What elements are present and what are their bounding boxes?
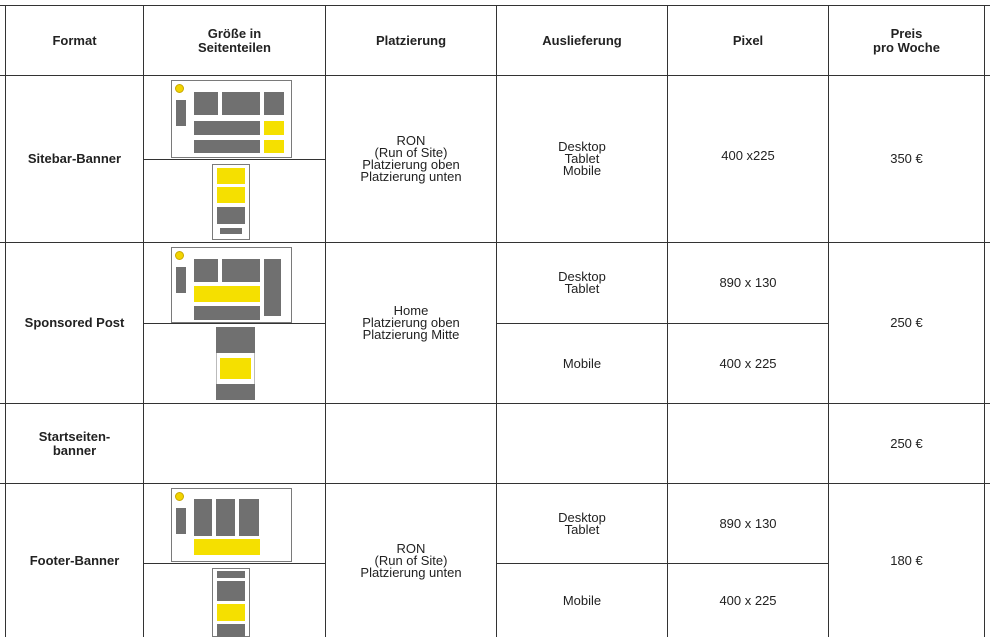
platzierung-line: (Run of Site) (374, 145, 448, 160)
grid-line (143, 323, 325, 324)
platzierung-line: Platzierung oben (362, 157, 460, 172)
format-label: Sponsored Post (24, 315, 125, 330)
platzierung-line: Platzierung unten (360, 564, 462, 580)
row-sponsored-platzierung (326, 243, 496, 403)
mockup-block (217, 624, 245, 637)
sponsored-desktop-mockup (171, 247, 292, 323)
ad-slot (264, 121, 284, 135)
footer-desktop-mockup (171, 488, 292, 562)
mockup-block (194, 121, 260, 135)
row-startseiten-format (6, 404, 143, 483)
mockup-block (194, 140, 260, 153)
row-sitebar-platzierung (326, 76, 496, 242)
auslieferung-line: Desktop (558, 269, 606, 284)
header-format-label: Format (52, 32, 97, 48)
footer-mobile-mockup (212, 568, 250, 637)
row-sponsored-pixel-desktop (668, 243, 828, 323)
row-footer-pixel-mobile (668, 564, 828, 637)
mockup-block (217, 571, 245, 578)
pixel-value: 400 x 225 (719, 592, 777, 608)
brand-logo-icon (175, 84, 184, 93)
pixel-value: 890 x 130 (719, 275, 777, 290)
row-footer-preis (829, 484, 984, 637)
brand-logo-icon (175, 251, 184, 260)
mockup-block (264, 92, 284, 115)
grid-line (143, 563, 325, 564)
mockup-block (222, 259, 260, 282)
mockup-block (264, 259, 281, 316)
format-label: Sitebar-Banner (27, 151, 122, 166)
mockup-block (216, 327, 255, 353)
preis-value: 350 € (890, 151, 923, 166)
pixel-value: 890 x 130 (719, 515, 777, 531)
row-sponsored-pixel-mobile (668, 324, 828, 403)
row-sitebar-preis (829, 76, 984, 242)
brand-logo-icon (175, 492, 184, 501)
mockup-block (216, 499, 235, 536)
preis-value: 250 € (890, 315, 923, 330)
ad-slot (194, 539, 260, 555)
mockup-block (217, 581, 245, 601)
sponsored-mobile-mockup (216, 327, 255, 400)
format-label-line2: banner (52, 442, 97, 458)
preis-value: 180 € (890, 552, 923, 568)
mockup-block (194, 499, 212, 536)
pixel-value: 400 x 225 (719, 355, 777, 371)
row-sitebar-pixel (668, 76, 828, 236)
mockup-block (217, 207, 245, 224)
auslieferung-line: Tablet (564, 281, 600, 296)
ad-slot (264, 140, 284, 153)
auslieferung-line: Tablet (564, 521, 600, 537)
grid-line (143, 5, 144, 637)
sitebar-desktop-mockup (171, 80, 292, 158)
auslieferung-line: Mobile (562, 163, 602, 178)
platzierung-line: Home (393, 303, 429, 318)
row-footer-format (6, 484, 143, 637)
ad-slot (217, 187, 245, 203)
grid-line (984, 5, 985, 637)
ad-slot (217, 604, 245, 621)
header-groesse-line1: Größe in (207, 25, 262, 41)
header-format (6, 6, 143, 75)
mockup-block (222, 92, 260, 115)
row-footer-pixel-desktop (668, 484, 828, 563)
preis-value: 250 € (890, 435, 923, 451)
ad-slot (220, 358, 251, 379)
grid-line (143, 159, 325, 160)
header-platzierung-label: Platzierung (375, 32, 447, 48)
auslieferung-line: Desktop (558, 509, 606, 525)
mockup-block (176, 508, 186, 534)
platzierung-line: Platzierung oben (362, 315, 460, 330)
auslieferung-line: Tablet (564, 151, 600, 166)
ad-slot (194, 286, 260, 302)
auslieferung-line: Desktop (558, 139, 606, 154)
header-pixel (668, 6, 828, 75)
header-platzierung (326, 6, 496, 75)
row-sponsored-auslieferung-desktop (497, 243, 667, 323)
mockup-block (220, 228, 242, 234)
pixel-value: 400 x225 (721, 148, 775, 163)
header-auslieferung-label: Auslieferung (542, 32, 622, 48)
header-preis-line2: pro Woche (873, 39, 940, 55)
platzierung-line: (Run of Site) (374, 552, 448, 568)
mockup-block (216, 384, 255, 400)
mockup-block (194, 306, 260, 320)
platzierung-line: RON (396, 540, 426, 556)
row-footer-platzierung (326, 484, 496, 637)
row-sponsored-format (6, 243, 143, 403)
auslieferung-line: Mobile (562, 592, 602, 608)
mockup-block (176, 267, 186, 293)
sitebar-mobile-mockup (212, 164, 250, 240)
ad-slot (217, 168, 245, 184)
platzierung-line: RON (396, 133, 426, 148)
header-preis (829, 6, 984, 75)
row-footer-auslieferung-mobile (497, 564, 667, 637)
header-groesse (144, 6, 325, 75)
format-label: Footer-Banner (29, 552, 120, 568)
row-footer-auslieferung-desktop (497, 484, 667, 563)
mockup-block (194, 259, 218, 282)
mockup-block (176, 100, 186, 126)
header-groesse-line2: Seitenteilen (198, 39, 271, 55)
row-startseiten-preis (829, 404, 984, 483)
row-sitebar-auslieferung (497, 76, 667, 242)
mockup-block (239, 499, 259, 536)
platzierung-line: Platzierung Mitte (362, 327, 460, 342)
header-pixel-label: Pixel (732, 32, 764, 48)
header-auslieferung (497, 6, 667, 75)
format-label-line1: Startseiten- (38, 428, 111, 444)
row-sponsored-auslieferung-mobile (497, 324, 667, 403)
row-sponsored-preis (829, 243, 984, 403)
platzierung-line: Platzierung unten (360, 169, 462, 184)
auslieferung-line: Mobile (562, 355, 602, 371)
row-sitebar-format (6, 76, 143, 242)
header-preis-line1: Preis (890, 25, 923, 41)
mockup-block (194, 92, 218, 115)
